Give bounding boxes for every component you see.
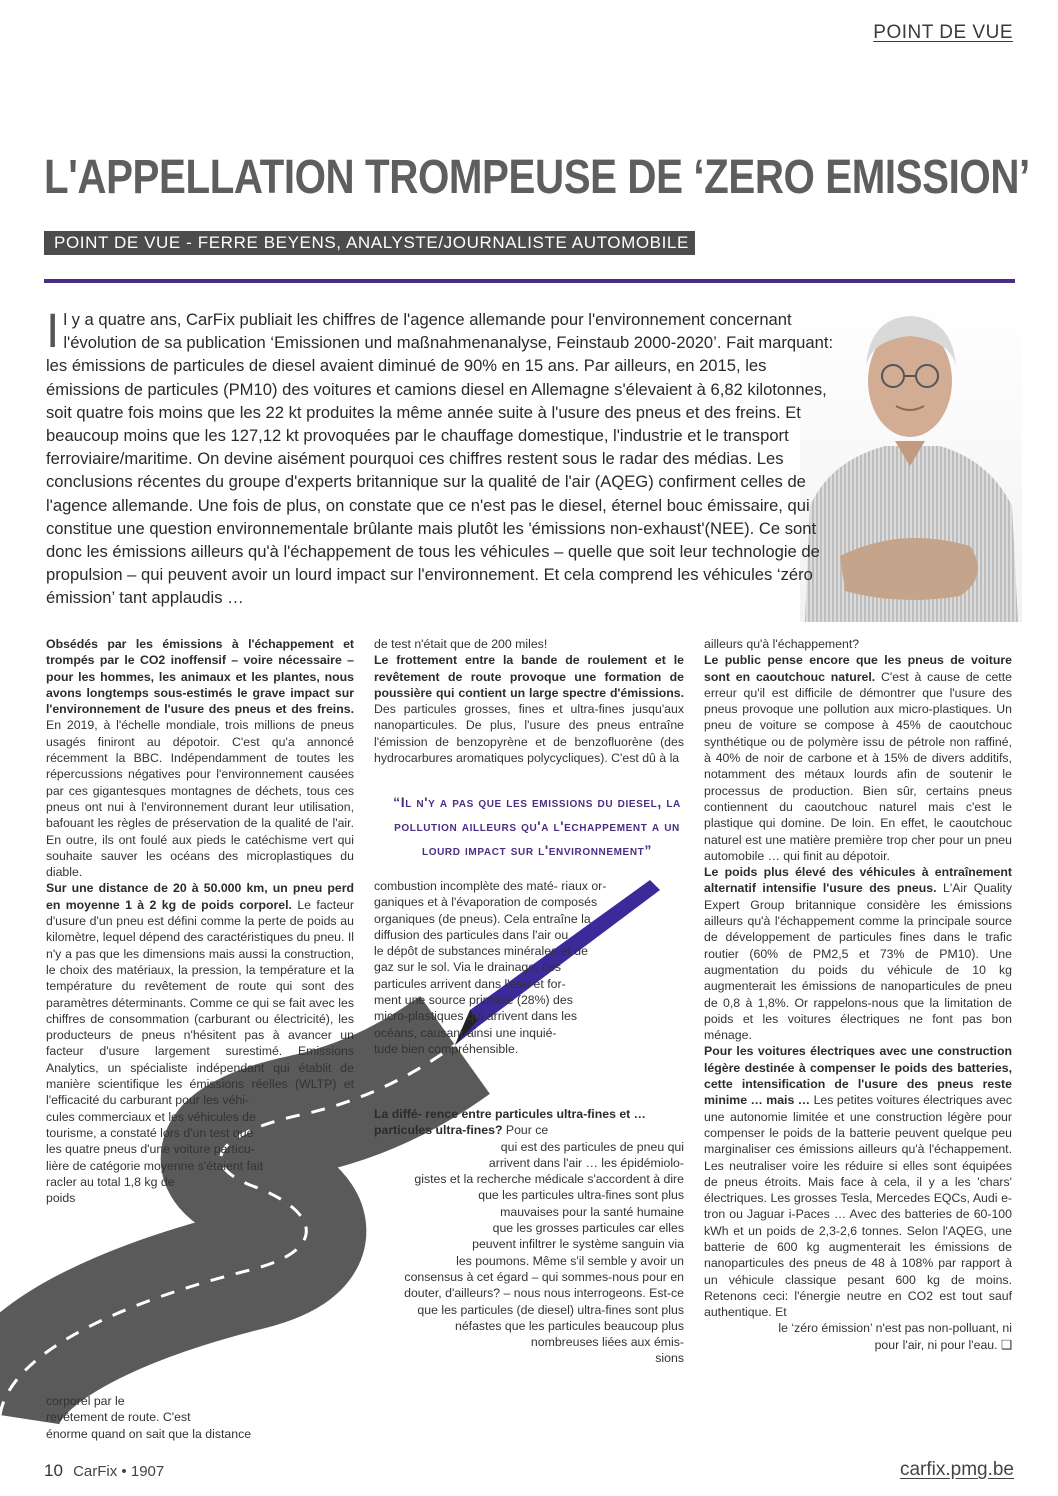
col2-subhead-2: La diffé- rence entre particules ultra-fines et … particules ultra-fines? Pour ce <box>374 1107 646 1138</box>
col2-line: consensus à cet égard – qui sommes-nous pour en <box>404 1269 684 1284</box>
col3-end-line: le ‘zéro émission’ n'est pas non-polluant, ni <box>778 1321 1012 1336</box>
col2-line: gaz sur le sol. Via le drainage, ces <box>374 960 562 975</box>
col1-line: les quatre pneus d'une voiture particu- <box>46 1142 255 1157</box>
col1-lead: Obsédés par les émissions à l'échappement et trompés par le CO2 inoffensif – voire nécessaire – pour les hommes, les animaux et les plantes, nous avons longtemps sous-estimés le grave impact sur l'environnement de l'usure des pneus et des freins. <box>46 637 354 717</box>
col1-line: racler au total 1,8 kg de <box>46 1174 175 1189</box>
col1-line: tourisme, a constaté lors d'un test que <box>46 1125 254 1140</box>
col2-line: diffusion des particules dans l'air ou <box>374 927 569 942</box>
magazine-issue: CarFix • 1907 <box>73 1463 165 1480</box>
col2-line: combustion incomplète des maté- riaux or- <box>374 879 607 893</box>
col2-line: qui est des particules de pneu qui <box>500 1139 684 1154</box>
column-2 <box>374 636 684 766</box>
col1-line: poids <box>46 1191 76 1206</box>
col2-paragraph-1 <box>374 652 684 766</box>
col2-line: ment une source primaire (28%) des <box>374 993 573 1008</box>
col2-line: tude bien compréhensible. <box>374 1041 519 1056</box>
column-1 <box>46 636 354 1206</box>
col2-subhead: Le frottement entre la bande de roulement et le revêtement de route provoque une formation de poussière qui contient un large spectre d'émissions. <box>374 653 684 700</box>
col3-subhead-1: Le public pense encore que les pneus de voiture sont en caoutchouc naturel. <box>704 653 1012 684</box>
article-title: L'APPELLATION TROMPEUSE DE ‘ZERO EMISSION’ <box>44 151 1030 204</box>
drop-cap: I <box>46 305 60 358</box>
col3-end-line: pour l'air, ni pour l'eau. ❑ <box>874 1337 1012 1352</box>
col2-line: micro-plastiques qui arrivent dans les <box>374 1009 577 1024</box>
col1-paragraph-2 <box>46 880 354 1108</box>
website-link[interactable]: carfix.pmg.be <box>899 1459 1014 1480</box>
intro-text: l y a quatre ans, CarFix publiait les chiffres de l'agence allemande pour l'environnement concernant l'évolution de sa publication ‘Emissionen und maßnahmenanalyse, Feinstaub 2000-2020’. Fait marquant: les émissions de particules de diesel avaient diminué de 90% en 15 ans. Par ailleurs, en 2015, les émissions de particules (PM10) des voitures et camions diesel en Allemagne s'élevaient à 6,82 kilotonnes, soit quatre fois moins que les 22 kt produites la même année suite à l'usure des pneus et des freins. Et beaucoup moins que les 127,12 kt provoquées par le chauffage domestique, l'industrie et le transport ferroviaire/maritime. On devine aisément pourquoi ces chiffres restent sous le radar des médias. Les conclusions récentes du groupe d'experts britannique sur la qualité de l'air (AQEG) confirment celles de l'agence allemande. Une fois de plus, on constate que ce n'est pas le diesel, éternel bouc émissaire, qui constitue une question environnementale brûlante mais plutôt les 'émissions non-exhaust'(NEE). Ce sont donc les émissions ailleurs qu'à l'échappement de tous les véhicules – quelle que soit leur technologie de propulsion – qui peuvent avoir un lourd impact sur l'environnement. Et cela comprend les véhicules ‘zéro émission’ tant applaudis … <box>46 310 834 608</box>
col1-line: cules commerciaux et les véhicules de <box>46 1109 256 1124</box>
pull-quote: “Il n'y a pas que les emissions du diesel, la pollution ailleurs qu'a l'echappement a un lourd impact sur l'environnement” <box>393 794 681 858</box>
section-label: POINT DE VUE <box>873 22 1013 43</box>
col1-text-1: En 2019, à l'échelle mondiale, trois millions de pneus usagés finiront au dépotoir. C'est qu'a annoncé récemment la BBC. Indépendamment de toutes les répercussions négatives pour l'environnement causées par ces gigantesques montagnes de déchets, tous ces pneus ont nui à l'environnement durant leur utilisation, bafouant les règles de préservation de la qualité de l'air. En outre, ils ont foulé aux pieds le catéchisme vert qui souhaite sauver les océans des microplastiques du diable. <box>46 718 354 880</box>
col2-line: océans, causant ainsi une inquié- <box>374 1025 557 1040</box>
col2-line: que les grosses particules car elles <box>492 1221 684 1236</box>
col3-ending <box>704 1320 1012 1353</box>
col3-top-text: ailleurs qu'à l'échappement? <box>704 637 860 651</box>
col2-line: néfastes que les particules beaucoup plus <box>454 1318 684 1333</box>
col1-tail-line: énorme quand on sait que la distance <box>46 1426 252 1441</box>
col3-paragraph-3 <box>704 1043 1012 1320</box>
col2-line: gistes et la recherche médicale s'accordent à dire <box>414 1172 684 1187</box>
col1-text-2: Le facteur d'usure d'un pneu est défini comme la perte de poids au kilomètre, lequel dépend des caractéristiques du pneu. Il n'y a pas que les dimensions mais aussi la construction, le choix des matériaux, la pression, la température et la température du revêtement de route qui sont des paramètres déterminants. Comme ce qui se fait avec les chiffres de consommation (carburant ou électricité), les producteurs de pneus n'hésitent pas à avancer un facteur d'usure largement surestimé. Emissions Analytics, un spécialiste indépendant qui établit de manière scientifique les émissions réelles (WLTP) et l'efficacité du carburant pour les véhi- <box>46 897 354 1108</box>
col1-tail-line: revêtement de route. C'est <box>46 1410 191 1425</box>
col2-line: douter, d'ailleurs? – nous nous interrogeons. Est-ce <box>404 1286 684 1301</box>
col2-line: ganiques et à l'évaporation de composés <box>374 895 598 910</box>
col3-subhead-2: Le poids plus élevé des véhicules à entraînement alternatif intensifie l'usure des pneus. <box>704 865 1012 896</box>
col2-line: organiques (de pneus). Cela entraîne la <box>374 911 591 926</box>
col1-paragraph-1 <box>46 636 354 880</box>
title-rule <box>44 279 1015 283</box>
col2-line: nombreuses liées aux émis- <box>530 1335 684 1350</box>
col1-subhead: Sur une distance de 20 à 50.000 km, un pneu perd en moyenne 1 à 2 kg de poids corporel. <box>46 881 354 912</box>
col1-line: lière de catégorie moyenne s'étaient fait <box>46 1158 263 1173</box>
col2-line: peuvent infiltrer le système sanguin via <box>472 1237 684 1252</box>
col3-paragraph-2 <box>704 864 1012 1043</box>
footer-left <box>44 1461 164 1481</box>
byline: POINT DE VUE - FERRE BEYENS, ANALYSTE/JOURNALISTE AUTOMOBILE <box>44 231 695 255</box>
col2-line: particules arrivent dans l'eau et for- <box>374 976 566 991</box>
col2-section-2 <box>374 1106 684 1367</box>
col2-line: le dépôt de substances minérales et de <box>374 944 588 959</box>
col1-tail-line: corporel par le <box>46 1394 125 1408</box>
col3-text-3: Les petites voitures électriques avec une autonomie limitée et une construction légère pour compenser le poids de la batterie peuvent quelque peu marginaliser ces émissions ailleurs qu'à l'échappement. Les neutraliser voire les réduire si elles sont équipées de pneus étroits. Mais face à cela, il y a les 'chars' électriques. Les grosses Tesla, Mercedes EQCs, Audi e-tron ou Jaguar i-Paces … Avec des batteries de 60-100 kWh et un poids de 2,3-2,6 tonnes. Selon l'AQEG, une batterie de 600 kg augmenterait les émissions de nanoparticules des pneus de 48 à 108% par rapport à un véhicule classique pesant 600 kg de moins. Retenons ceci: l'énergie neutre en CO2 est tout sauf authentique. Et <box>704 1093 1012 1320</box>
col2-line: que les particules (de diesel) ultra-fines sont plus <box>417 1302 684 1317</box>
intro-paragraph <box>46 305 836 610</box>
page-number: 10 <box>44 1461 63 1480</box>
column-3 <box>704 636 1012 1353</box>
col2-middle <box>374 878 684 1057</box>
col2-line: arrivent dans l'air … les épidémiolo- <box>488 1155 684 1170</box>
col3-paragraph-1 <box>704 652 1012 864</box>
col2-text-1: Des particules grosses, fines et ultra-fines jusqu'aux nanoparticules. De plus, l'usure des pneus entraîne l'émission de benzopyrène et de benzofluorène (des hydrocarbures aromatiques polycycliques). C'est dû à la <box>374 702 684 766</box>
col2-line: sions <box>655 1351 684 1366</box>
col3-text-2: L'Air Quality Expert Group britannique considère les émissions ailleurs qu'à l'échappement comme la principale source de développement de particules fines dans le trafic routier (60% de PM2,5 et 73% de PM10). Une augmentation du poids du véhicule de 10 kg augmenterait les émissions de nanoparticules de pneu de 0,8 à 1,8%. Or rappelons-nous que la limitation de poids et les voitures électriques ne font pas bon ménage. <box>704 881 1012 1043</box>
col2-line: que les particules ultra-fines sont plus <box>478 1188 684 1203</box>
col3-subhead-3: Pour les voitures électriques avec une construction légère destinée à compenser le poids des batteries, cette intensification de l'usure des pneus reste minime … mais … <box>704 1044 1012 1108</box>
col2-line: mauvaises pour la santé humaine <box>500 1204 684 1219</box>
col2-line: les poumons. Même s'il semble y avoir un <box>456 1253 684 1268</box>
col2-top-text: de test n'était que de 200 miles! <box>374 637 548 651</box>
col1-tail <box>46 1393 306 1442</box>
col3-text-1: C'est à cause de cette erreur qu'il est difficile de démontrer que l'usure des pneus provoque une pollution aux micro-plastiques. Un pneu de voiture se compose à 45% de caoutchouc synthétique ou de polymère issu de pétrole non raffiné, à 40% de noir de carbone et à 15% de divers additifs, notamment des métaux lourds afin de soutenir le processus de production. Bien sûr, certains pneus contiennent du caoutchouc naturel mais c'est le plastique qui domine. De loin. En effet, le caoutchouc naturel est une matière première trop cher pour un pneu automobile … qui finit au dépotoir. <box>704 669 1012 863</box>
col1-continuation <box>46 1109 354 1207</box>
